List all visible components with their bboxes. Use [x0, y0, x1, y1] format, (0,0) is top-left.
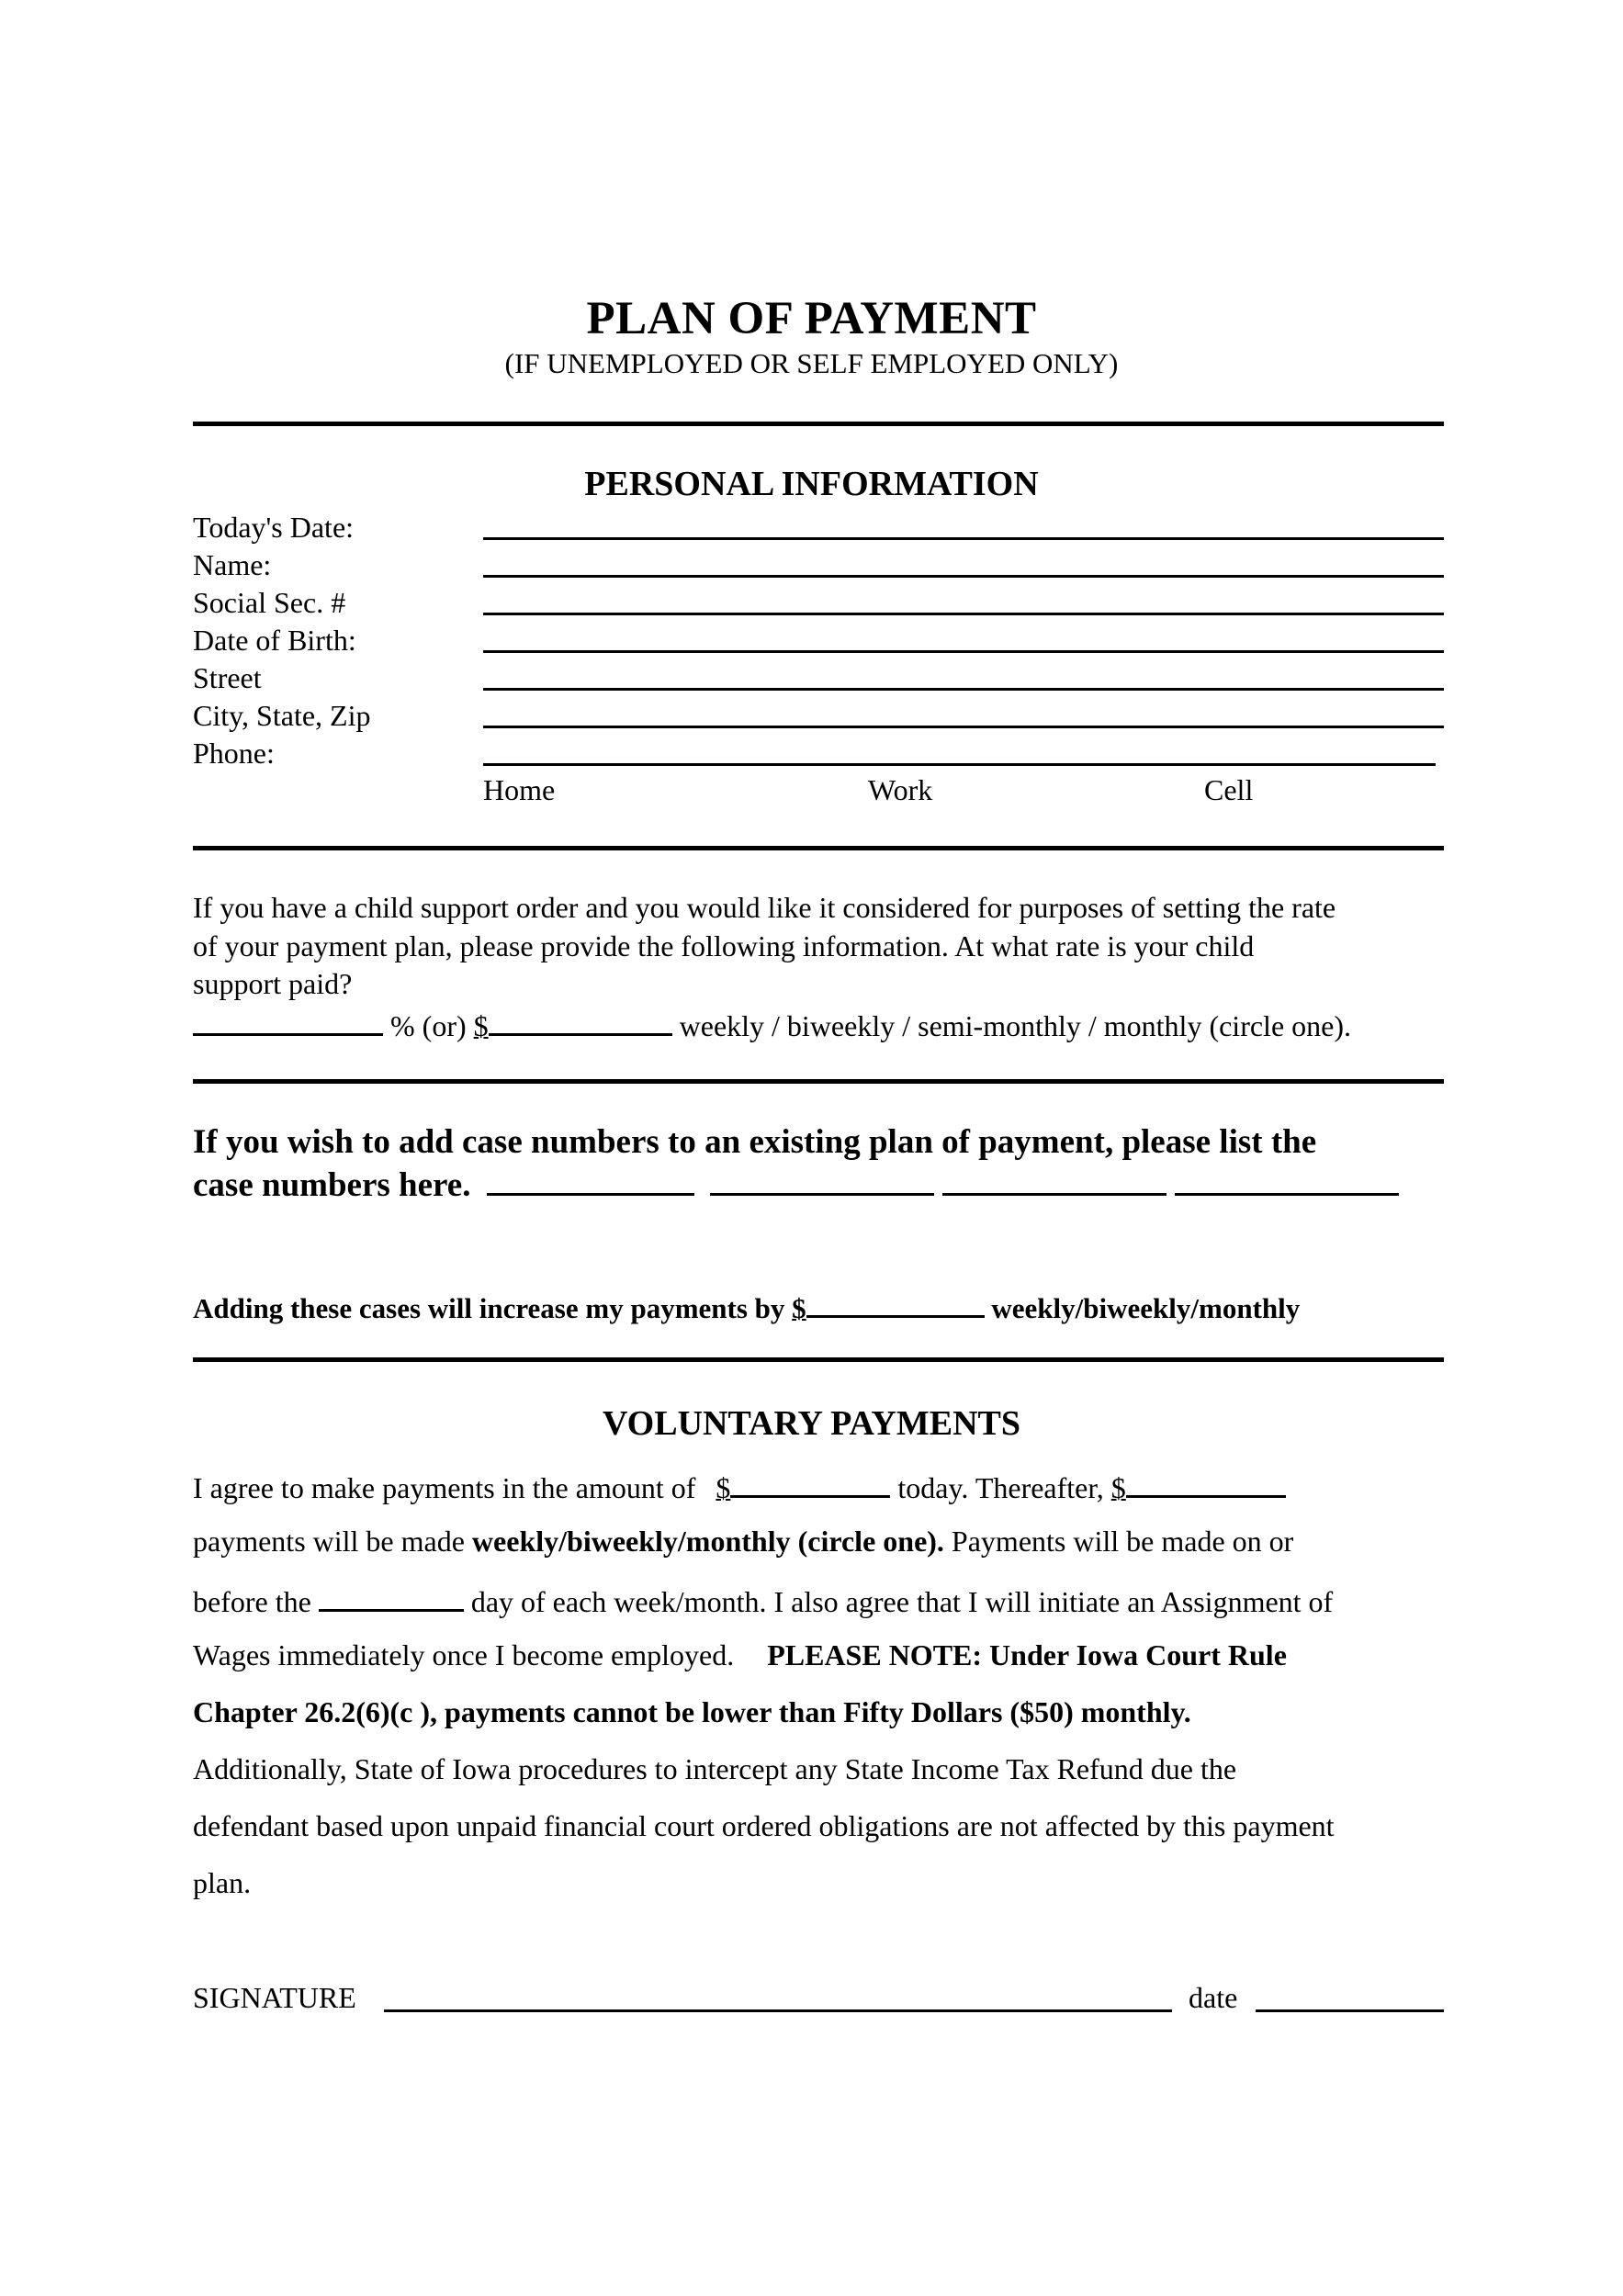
todays-date-label: Today's Date: — [193, 511, 355, 544]
phone-work-label: Work — [868, 773, 933, 806]
section-divider — [193, 1357, 1444, 1362]
payment-increase-label: Adding these cases will increase my payments by — [193, 1292, 785, 1324]
today-payment-amount-field[interactable] — [730, 1468, 890, 1498]
voluntary-payments-line — [193, 1468, 1286, 1505]
voluntary-payments-heading: VOLUNTARY PAYMENTS — [603, 1404, 1020, 1443]
phone-cell-label: Cell — [1204, 773, 1254, 806]
section-divider — [193, 422, 1444, 426]
dollar-sign: $ — [792, 1292, 806, 1324]
personal-information-heading: PERSONAL INFORMATION — [584, 465, 1039, 503]
todays-date-field[interactable] — [483, 537, 1444, 540]
case-number-field-1[interactable] — [487, 1165, 694, 1196]
phone-label: Phone: — [193, 737, 275, 770]
assignment-text: day of each week/month. I also agree that I will initiate an Assignment of — [470, 1585, 1334, 1618]
voluntary-payments-line — [193, 1525, 1293, 1559]
dollar-sign: $ — [1110, 1471, 1126, 1504]
case-numbers-label: case numbers here. — [193, 1166, 471, 1204]
child-support-text-line: If you have a child support order and you would like it considered for purposes of setting the rate — [193, 891, 1336, 924]
date-of-birth-label: Date of Birth: — [193, 624, 356, 657]
frequency-label: payments will be made — [193, 1525, 465, 1558]
payment-day-field[interactable] — [319, 1581, 464, 1612]
signature-label: SIGNATURE — [193, 1981, 356, 2014]
voluntary-payments-line — [193, 1581, 1333, 1619]
signature-field[interactable] — [384, 2009, 1172, 2012]
child-support-rate-line — [193, 1006, 1351, 1043]
section-divider — [193, 846, 1444, 850]
thereafter-label: today. Thereafter, — [897, 1471, 1104, 1504]
case-numbers-instruction: If you wish to add case numbers to an existing plan of payment, please list the — [193, 1123, 1317, 1161]
before-the-label: before the — [193, 1585, 311, 1618]
payment-increase-line — [193, 1288, 1300, 1325]
child-support-text-line: of your payment plan, please provide the following information. At what rate is your child — [193, 929, 1255, 962]
frequency-options: weekly/biweekly/monthly (circle one). — [471, 1525, 944, 1558]
tax-refund-text-line: Additionally, State of Iowa procedures to intercept any State Income Tax Refund due the — [193, 1752, 1237, 1785]
case-number-field-2[interactable] — [710, 1165, 934, 1196]
signature-date-field[interactable] — [1256, 2009, 1444, 2012]
phone-field[interactable] — [483, 763, 1436, 766]
city-state-zip-field[interactable] — [483, 726, 1444, 728]
tax-refund-text-line: defendant based upon unpaid financial court ordered obligations are not affected by this payment — [193, 1809, 1335, 1842]
wages-text: Wages immediately once I become employed. — [193, 1638, 735, 1671]
social-security-label: Social Sec. # — [193, 586, 346, 619]
form-subtitle: (IF UNEMPLOYED OR SELF EMPLOYED ONLY) — [504, 347, 1119, 379]
phone-home-label: Home — [483, 773, 556, 806]
payment-increase-amount-field[interactable] — [806, 1288, 985, 1318]
please-note-text: PLEASE NOTE: Under Iowa Court Rule — [767, 1638, 1287, 1671]
date-of-birth-field[interactable] — [483, 650, 1444, 653]
dollar-sign: $ — [473, 1009, 489, 1042]
child-support-percent-field[interactable] — [193, 1006, 383, 1036]
case-numbers-instruction-line2 — [193, 1165, 1399, 1205]
payment-increase-frequency: weekly/biweekly/monthly — [991, 1292, 1301, 1324]
frequency-options-text: weekly / biweekly / semi-monthly / monthly (circle one). — [679, 1009, 1351, 1042]
section-divider — [193, 1079, 1444, 1084]
percent-or-text: % (or) — [390, 1009, 467, 1042]
case-number-field-4[interactable] — [1175, 1165, 1399, 1196]
street-field[interactable] — [483, 688, 1444, 691]
child-support-text-line: support paid? — [193, 967, 353, 1000]
dollar-sign: $ — [716, 1471, 731, 1504]
tax-refund-text-line: plan. — [193, 1866, 252, 1899]
social-security-field[interactable] — [483, 613, 1444, 615]
date-label: date — [1189, 1981, 1238, 2014]
payment-amount-label: I agree to make payments in the amount of — [193, 1471, 696, 1504]
form-title: PLAN OF PAYMENT — [586, 293, 1037, 344]
street-label: Street — [193, 661, 262, 694]
minimum-payment-note: Chapter 26.2(6)(c ), payments cannot be lower than Fifty Dollars ($50) monthly. — [193, 1695, 1191, 1728]
name-field[interactable] — [483, 575, 1444, 578]
case-number-field-3[interactable] — [942, 1165, 1167, 1196]
voluntary-payments-line — [193, 1638, 1287, 1672]
child-support-amount-field[interactable] — [489, 1006, 672, 1036]
city-state-zip-label: City, State, Zip — [193, 699, 371, 732]
payment-day-text: Payments will be made on or — [951, 1525, 1294, 1558]
recurring-payment-amount-field[interactable] — [1126, 1468, 1286, 1498]
name-label: Name: — [193, 548, 272, 581]
